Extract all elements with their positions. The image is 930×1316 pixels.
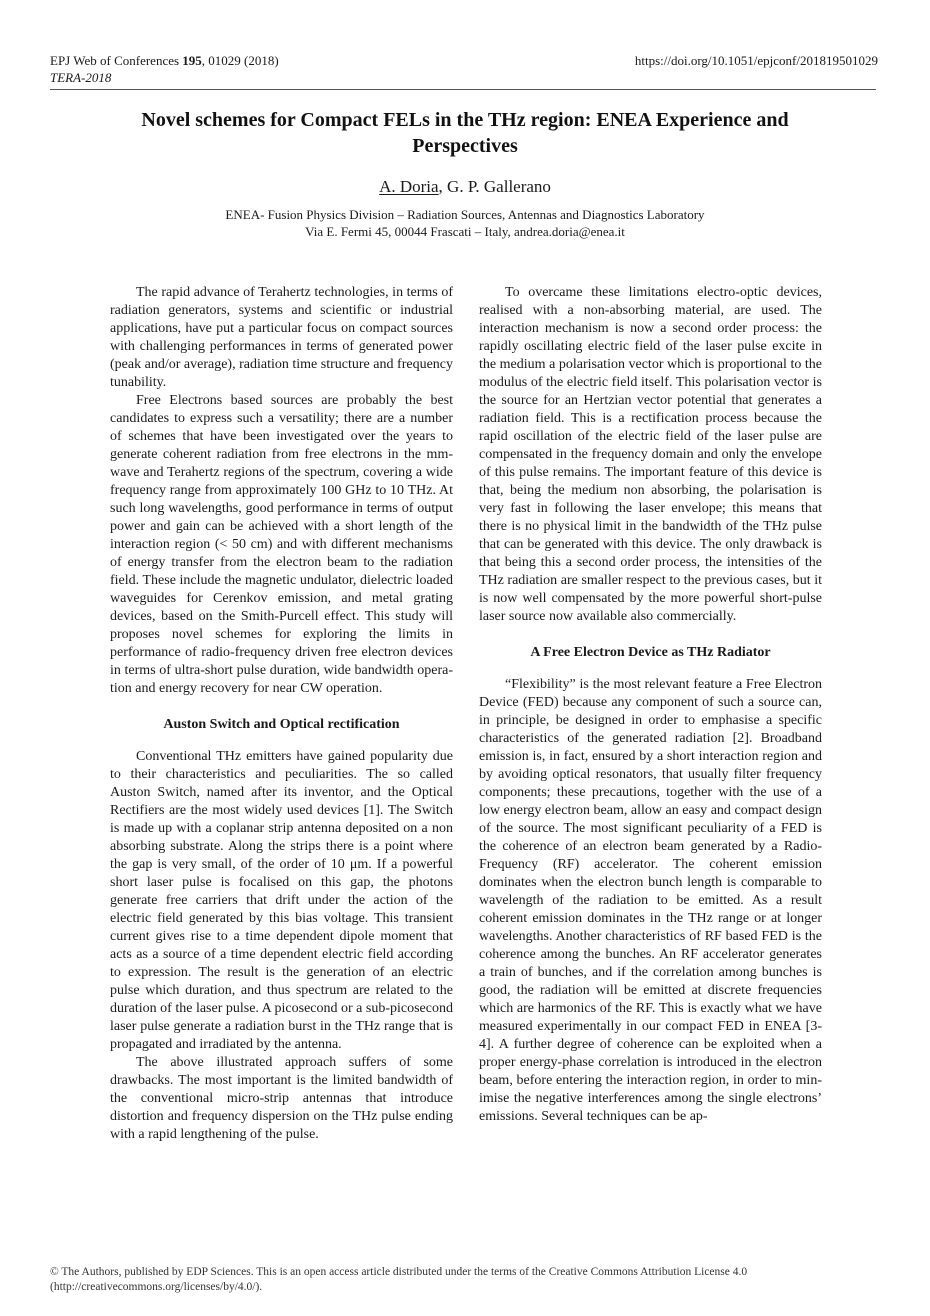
paragraph-conventional-emitters: Conventional THz emitters have gained popularity due to their characteristics and peculiarities. The so called Auston Switch, named after its inventor, and the Optical Rectifiers are the most widely used devices [1]. The Switch is made up with a coplanar strip antenna deposited on a non absorbing substrate. Along the strips there is a point where the gap is very small, of the order of 10 μm. If a powerful short laser pulse is focalised on this gap, the photons generate free carriers that drift under the action of the electric field generated by this bias voltage. This transient current gives rise to a time dependent dipole moment that acts as a source of a time dependent electric field according to expression. The result is the generation of an electric pulse which duration, and thus spectrum are related to the duration of the laser pulse. A picosecond or a sub-picosecond laser pulse generate a radiation burst in the THz range that is propagated and irradiated by the antenna. — [110, 749, 453, 1052]
section-heading-free-electron-device: A Free Electron Device as THz Radiator — [530, 645, 771, 660]
license-line-2[interactable]: (http://creativecommons.org/licenses/by/4.0/). — [50, 1281, 263, 1293]
paragraph-flexibility: “Flexibility” is the most relevant feature a Free Electron Device (FED) because any component of such a source can, in principle, be designed in order to emphasise a specific characteristics of the generated radiation [2]. Broadband emission is, in fact, ensured by a short interaction region and by avoiding optical resonators, that usually filter frequency components; these precautions, together with the use of a low energy electron beam, allow an easy and compact design of the source. The most significant peculiarity of a FED is the coherence of an electron beam generated by a Radio-Frequency (RF) accelerator. The coherent emission dominates when the electron bunch length is comparable to wavelength of the radiation to be emitted. As a result coherent emission dominates in the THz range or at longer wavelengths. Another characteristics of RF based FED is the coherence among the bunches. An RF accelerator generates a train of bunches, and if the correlation among bunches is good, the radiation will be emitted at discrete frequencies which are harmonics of the RF. This is exactly what we have measured experimentally in our compact FED in ENEA [3-4]. A further degree of coherence can be exploited when a proper energy-phase correlation is introduced in the electron beam, before entering the interaction region, in order to minimise the negative interferences among the single electrons’ emissions. Several techniques can be ap- — [479, 677, 822, 1124]
doi-link[interactable]: https://doi.org/10.1051/epjconf/201819501029 — [634, 53, 878, 68]
paragraph-drawbacks: The above illustrated approach suffers of some drawbacks. The most important is the limited bandwidth of the conventional micro-strip antennas that introduce distortion and frequency dispersion on the THz pulse ending with a rapid lengthening of the pulse. — [110, 1055, 453, 1142]
author-second: G. P. Gallerano — [447, 177, 551, 196]
paragraph-electro-optic: To overcame these limitations electro-optic devices, realised with a non-absorbing material, are used. The interaction mechanism is now a second order process: the rapidly oscillating electric field of the laser pulse excite in the medium a polarisation vector which is proportional to the modulus of the electric field itself. This polarisation vector is the source for an Hertzian vector potential that generates a radiation field. This is a rectification process because the rapid oscillation of the electric field of the laser pulse are compensated in the frequency domain and only the envelope of this pulse remains. The important feature of this device is that, being the medium non absorbing, the polarisation is very fast in following the laser envelope; this means that there is no physical limit in the bandwidth of the THz pulse that can be generated with this device. The only drawback is that being this a second order process, the intensities of the THz radiation are smaller respect to the previous cases, but it is now well compensated by the more powerful short-pulse laser source now available also commercially. — [479, 285, 822, 624]
license-line-1: © The Authors, published by EDP Sciences. This is an open access article distributed under the terms of the Creative Commons Attribution License 4.0 — [50, 1266, 748, 1278]
paper-title: Novel schemes for Compact FELs in the THz region: ENEA Experience and Perspectives — [141, 109, 789, 157]
section-heading-auston-switch: Auston Switch and Optical rectification — [163, 717, 400, 732]
left-column — [110, 284, 453, 1144]
author-list: A. Doria, G. P. Gallerano — [379, 177, 551, 196]
running-header-left — [50, 52, 279, 86]
journal-volume: 195 — [182, 53, 202, 68]
author-first: A. Doria — [379, 177, 439, 196]
license-footer — [50, 1265, 876, 1295]
header-divider — [50, 89, 876, 90]
affiliation-line-1: ENEA- Fusion Physics Division – Radiation Sources, Antennas and Diagnostics Laboratory — [225, 207, 705, 222]
affiliation-line-2: Via E. Fermi 45, 00044 Frascati – Italy, andrea.doria@enea.it — [305, 224, 625, 239]
right-column — [479, 284, 822, 1126]
affiliation — [120, 206, 810, 240]
paragraph-intro: The rapid advance of Terahertz technologies, in terms of radiation generators, systems and scientific or industrial applications, have put a particular focus on compact sources with challenging performances in terms of generated power (peak and/or average), radiation time structure and frequency tunability. — [110, 285, 453, 390]
journal-citation: EPJ Web of Conferences 195, 01029 (2018) — [50, 53, 279, 68]
paragraph-free-electrons: Free Electrons based sources are probably the best candidates to express such a versatility; there are a number of schemes that have been investigated over the years to generate coherent radiation from free electrons in the mm-wave and Terahertz regions of the spectrum, covering a wide frequency range from approximately 100 GHz to 10 THz. At such long wavelengths, good performance in terms of output power and gain can be achieved with a short length of the interaction region (< 50 cm) and with different mechanisms of energy transfer from the electron beam to the radiation field. These include the magnetic undulator, dielectric loaded waveguides for Cerenkov emission, and metal grating devices, based on the Smith-Purcell effect. This study will proposes novel schemes for exploring the limits in performance of radio-frequency driven free electron devices in terms of ultra-short pulse duration, wide bandwidth operation and energy recovery for near CW operation. — [110, 393, 453, 696]
conference-name: TERA-2018 — [50, 70, 112, 85]
